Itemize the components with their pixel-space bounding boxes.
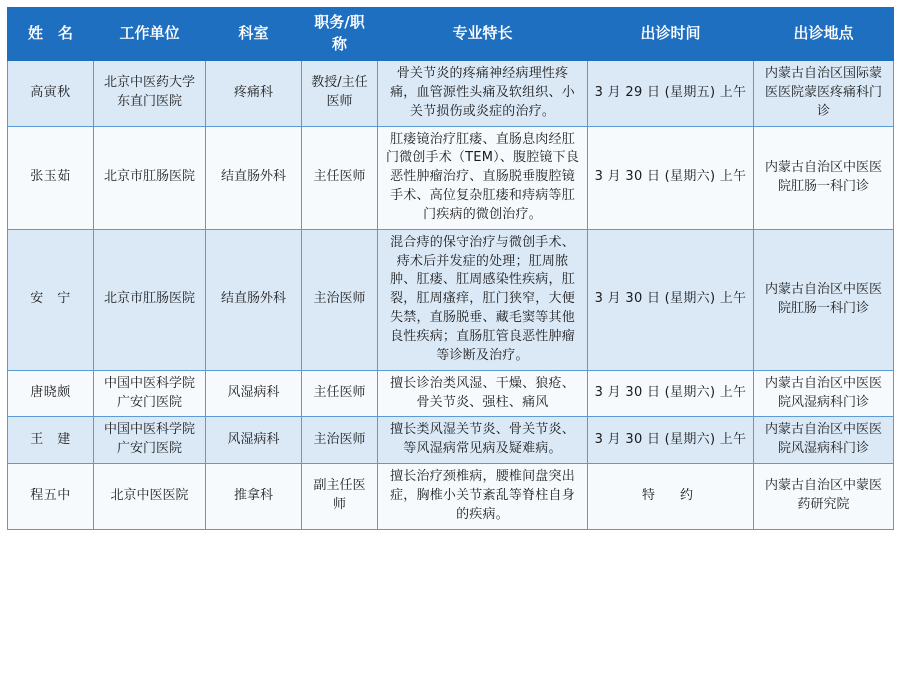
- cell-clinic-time: 特 约: [588, 464, 754, 530]
- table-header: [8, 8, 894, 61]
- cell-specialty: 混合痔的保守治疗与微创手术、痔术后并发症的处理；肛周脓肿、肛瘘、肛周感染性疾病，肛裂，肛周瘙痒，肛门狭窄，大便失禁，直肠脱垂、藏毛窦等其他良性疾病；直肠肛管良恶性肿瘤等诊断及治疗。: [378, 229, 588, 370]
- cell-professional-title: 副主任医师: [302, 464, 378, 530]
- cell-department: 疼痛科: [206, 61, 302, 127]
- cell-organization: 中国中医科学院广安门医院: [94, 417, 206, 464]
- cell-specialty: 擅长类风湿关节炎、骨关节炎、等风湿病常见病及疑难病。: [378, 417, 588, 464]
- table-row: [8, 229, 894, 370]
- column-header-specialty: 专业特长: [378, 8, 588, 61]
- cell-professional-title: 主治医师: [302, 417, 378, 464]
- cell-professional-title: 教授/主任医师: [302, 61, 378, 127]
- column-header-name: 姓 名: [8, 8, 94, 61]
- cell-professional-title: 主治医师: [302, 229, 378, 370]
- cell-clinic-location: 内蒙古自治区中医医院肛肠一科门诊: [754, 126, 894, 229]
- cell-clinic-location: 内蒙古自治区中医医院肛肠一科门诊: [754, 229, 894, 370]
- cell-doctor-name: 王 建: [8, 417, 94, 464]
- cell-department: 风湿病科: [206, 417, 302, 464]
- table-row: [8, 126, 894, 229]
- cell-organization: 北京市肛肠医院: [94, 126, 206, 229]
- cell-clinic-location: 内蒙古自治区国际蒙医医院蒙医疼痛科门诊: [754, 61, 894, 127]
- cell-clinic-time: 3 月 30 日 (星期六) 上午: [588, 229, 754, 370]
- cell-organization: 北京中医药大学东直门医院: [94, 61, 206, 127]
- column-header-clinic-location: 出诊地点: [754, 8, 894, 61]
- expert-clinic-schedule-table: [7, 7, 894, 530]
- cell-department: 结直肠外科: [206, 126, 302, 229]
- column-header-department: 科室: [206, 8, 302, 61]
- cell-specialty: 肛瘘镜治疗肛瘘、直肠息肉经肛门微创手术（TEM）、腹腔镜下良恶性肿瘤治疗、直肠脱垂腹腔镜手术、高位复杂肛瘘和痔病等肛门疾病的微创治疗。: [378, 126, 588, 229]
- table-body: [8, 61, 894, 530]
- table-row: [8, 464, 894, 530]
- cell-doctor-name: 程五中: [8, 464, 94, 530]
- cell-doctor-name: 唐晓颇: [8, 370, 94, 417]
- cell-specialty: 擅长诊治类风湿、干燥、狼疮、骨关节炎、强柱、痛风: [378, 370, 588, 417]
- cell-clinic-time: 3 月 30 日 (星期六) 上午: [588, 370, 754, 417]
- cell-organization: 北京中医医院: [94, 464, 206, 530]
- table-header-row: [8, 8, 894, 61]
- table-row: [8, 370, 894, 417]
- cell-organization: 北京市肛肠医院: [94, 229, 206, 370]
- cell-doctor-name: 高寅秋: [8, 61, 94, 127]
- cell-clinic-location: 内蒙古自治区中医医院风湿病科门诊: [754, 370, 894, 417]
- column-header-organization: 工作单位: [94, 8, 206, 61]
- cell-specialty: 骨关节炎的疼痛神经病理性疼痛，血管源性头痛及软组织、小关节损伤或炎症的治疗。: [378, 61, 588, 127]
- cell-specialty: 擅长治疗颈椎病，腰椎间盘突出症，胸椎小关节紊乱等脊柱自身的疾病。: [378, 464, 588, 530]
- cell-department: 风湿病科: [206, 370, 302, 417]
- cell-clinic-time: 3 月 30 日 (星期六) 上午: [588, 417, 754, 464]
- cell-clinic-time: 3 月 30 日 (星期六) 上午: [588, 126, 754, 229]
- cell-professional-title: 主任医师: [302, 126, 378, 229]
- cell-department: 结直肠外科: [206, 229, 302, 370]
- table-row: [8, 61, 894, 127]
- column-header-title: 职务/职称: [302, 8, 378, 61]
- cell-clinic-location: 内蒙古自治区中医医院风湿病科门诊: [754, 417, 894, 464]
- cell-doctor-name: 张玉茹: [8, 126, 94, 229]
- cell-department: 推拿科: [206, 464, 302, 530]
- column-header-clinic-time: 出诊时间: [588, 8, 754, 61]
- cell-professional-title: 主任医师: [302, 370, 378, 417]
- cell-clinic-location: 内蒙古自治区中蒙医药研究院: [754, 464, 894, 530]
- table-row: [8, 417, 894, 464]
- cell-organization: 中国中医科学院广安门医院: [94, 370, 206, 417]
- cell-doctor-name: 安 宁: [8, 229, 94, 370]
- cell-clinic-time: 3 月 29 日 (星期五) 上午: [588, 61, 754, 127]
